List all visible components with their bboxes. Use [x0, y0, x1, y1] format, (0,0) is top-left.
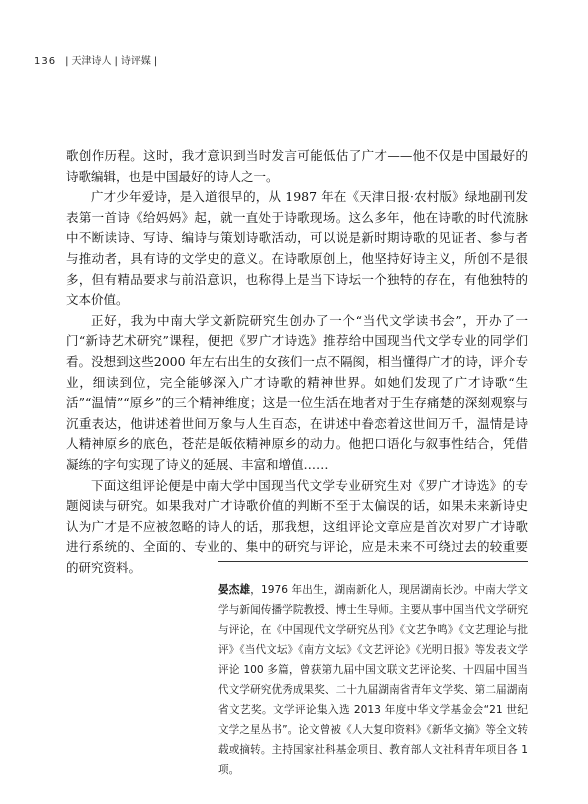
paragraph-3: 正好，我为中南大学文新院研究生创办了一个“当代文学读书会”，开办了一门“新诗艺术研究”课程，便把《罗广才诗选》推荐给中国现当代文学专业的同学们看。没想到这些2000 年左右出生的女孩们一点不隔阂，相当懂得广才的诗，评介专业，细读到位，完全能够深入广才诗歌的精神世界。如她们发现了广才诗歌“生活”“温情”“原乡”的三个精神维度；这是一位生活在地者对于生存痛楚的深刻观察与沉重表达，他讲述着世间万象与人生百态，在讲述中眷恋着这世间万千，温情是诗人精神原乡的底色，苍茫是皈依精神原乡的动力。他把口语化与叙事性结合，凭借凝练的字句实现了诗义的延展、丰富和增值……	[66, 312, 528, 472]
header-separator: |	[153, 56, 158, 67]
author-bio	[218, 580, 528, 780]
header-separator: |	[65, 56, 69, 67]
author-name: 晏杰雄	[218, 584, 251, 596]
article-body	[66, 146, 528, 578]
header-separator: |	[114, 56, 118, 67]
page-number: 136	[34, 56, 57, 67]
running-header	[34, 52, 160, 67]
series-title: 天津诗人	[71, 56, 112, 67]
divider-rule	[218, 561, 528, 562]
paragraph-1: 歌创作历程。这时，我才意识到当时发言可能低估了广才——他不仅是中国最好的诗歌编辑，也是中国最好的诗人之一。	[66, 148, 528, 184]
paragraph-4: 下面这组评论便是中南大学中国现当代文学专业研究生对《罗广才诗选》的专题阅读与研究。如果我对广才诗歌价值的判断不至于太偏误的话，如果未来新诗史认为广才是不应被忽略的诗人的话，那我想，这组评论文章应是首次对罗广才诗歌进行系统的、全面的、专业的、集中的研究与评论，应是未来不可绕过去的较重要的研究资料。	[66, 477, 528, 575]
author-bio-text: ，1976 年出生，湖南新化人，现居湖南长沙。中南大学文学与新闻传播学院教授、博士生导师。主要从事中国当代文学研究与评论，在《中国现代文学研究丛刊》《文艺争鸣》《文艺理论与批评》《当代文坛》《南方文坛》《文艺评论》《光明日报》等发表文学评论 100 多篇，曾获第九届中国文联文艺评论奖、十四届中国当代文学研究优秀成果奖、二十九届湖南省青年文学奖、第二届湖南省文艺奖。文学评论集入选 2013 年度中华文学基金会“21 世纪文学之星丛书”。论文曾被《人大复印资料》《新华文摘》等全文转载或摘转。主持国家社科基金项目、教育部人文社科青年项目各 1 项。	[218, 584, 529, 776]
paragraph-2: 广才少年爱诗，是入道很早的，从 1987 年在《天津日报·农村版》绿地副刊发表第一首诗《给妈妈》起，就一直处于诗歌现场。这么多年，他在诗歌的时代流脉中不断读诗、写诗、编诗与策划诗歌活动，可以说是新时期诗歌的见证者、参与者与推动者，具有诗的文学史的意义。在诗歌原创上，他坚持好诗主义，所创不是很多，但有精品要求与前沿意识，也称得上是当下诗坛一个独特的存在，有他独特的文本价值。	[66, 189, 528, 308]
section-title: 诗评媒	[120, 56, 151, 67]
